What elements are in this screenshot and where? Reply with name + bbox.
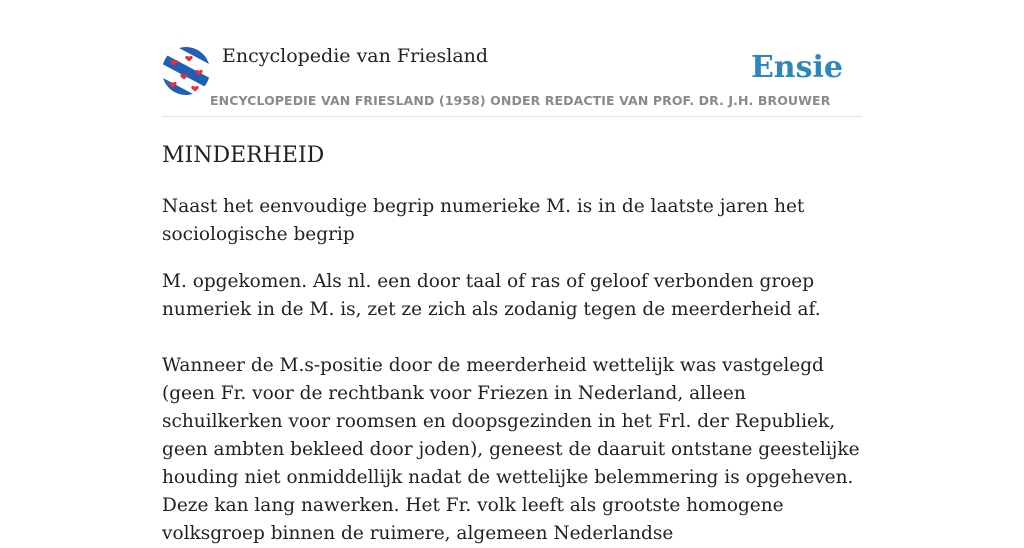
site-title[interactable]: Encyclopedie van Friesland: [222, 45, 489, 67]
content-container: [162, 0, 862, 548]
header: [162, 0, 862, 117]
brand-logo[interactable]: Ensie: [750, 50, 843, 85]
source-subtitle: ENCYCLOPEDIE VAN FRIESLAND (1958) ONDER REDACTIE VAN PROF. DR. J.H. BROUWER: [210, 93, 831, 108]
article-title: MINDERHEID: [162, 143, 325, 168]
article-paragraph: Naast het eenvoudige begrip numerieke M. is in de laatste jaren het sociologische begrip: [162, 196, 805, 245]
frisian-flag-icon[interactable]: [162, 47, 210, 95]
article-paragraph: Wanneer de M.s-positie door de meerderheid wettelijk was vastgelegd (geen Fr. voor de rechtbank voor Friezen in Nederland, alleen schuilkerken voor roomsen en doopsgezinden in het Frl. der Republiek, geen ambten bekleed door joden), geneest de daaruit ontstane geestelijke houding niet onmiddellijk nadat de wettelijke belemmering is opgeheven. Deze kan lang nawerken. Het Fr. volk leeft als grootste homogene volksgroep binnen de ruimere, algemeen Nederlandse: [162, 355, 860, 544]
article-paragraph: M. opgekomen. Als nl. een door taal of ras of geloof verbonden groep numeriek in de M. is, zet ze zich als zodanig tegen de meerderheid af.: [162, 271, 821, 320]
